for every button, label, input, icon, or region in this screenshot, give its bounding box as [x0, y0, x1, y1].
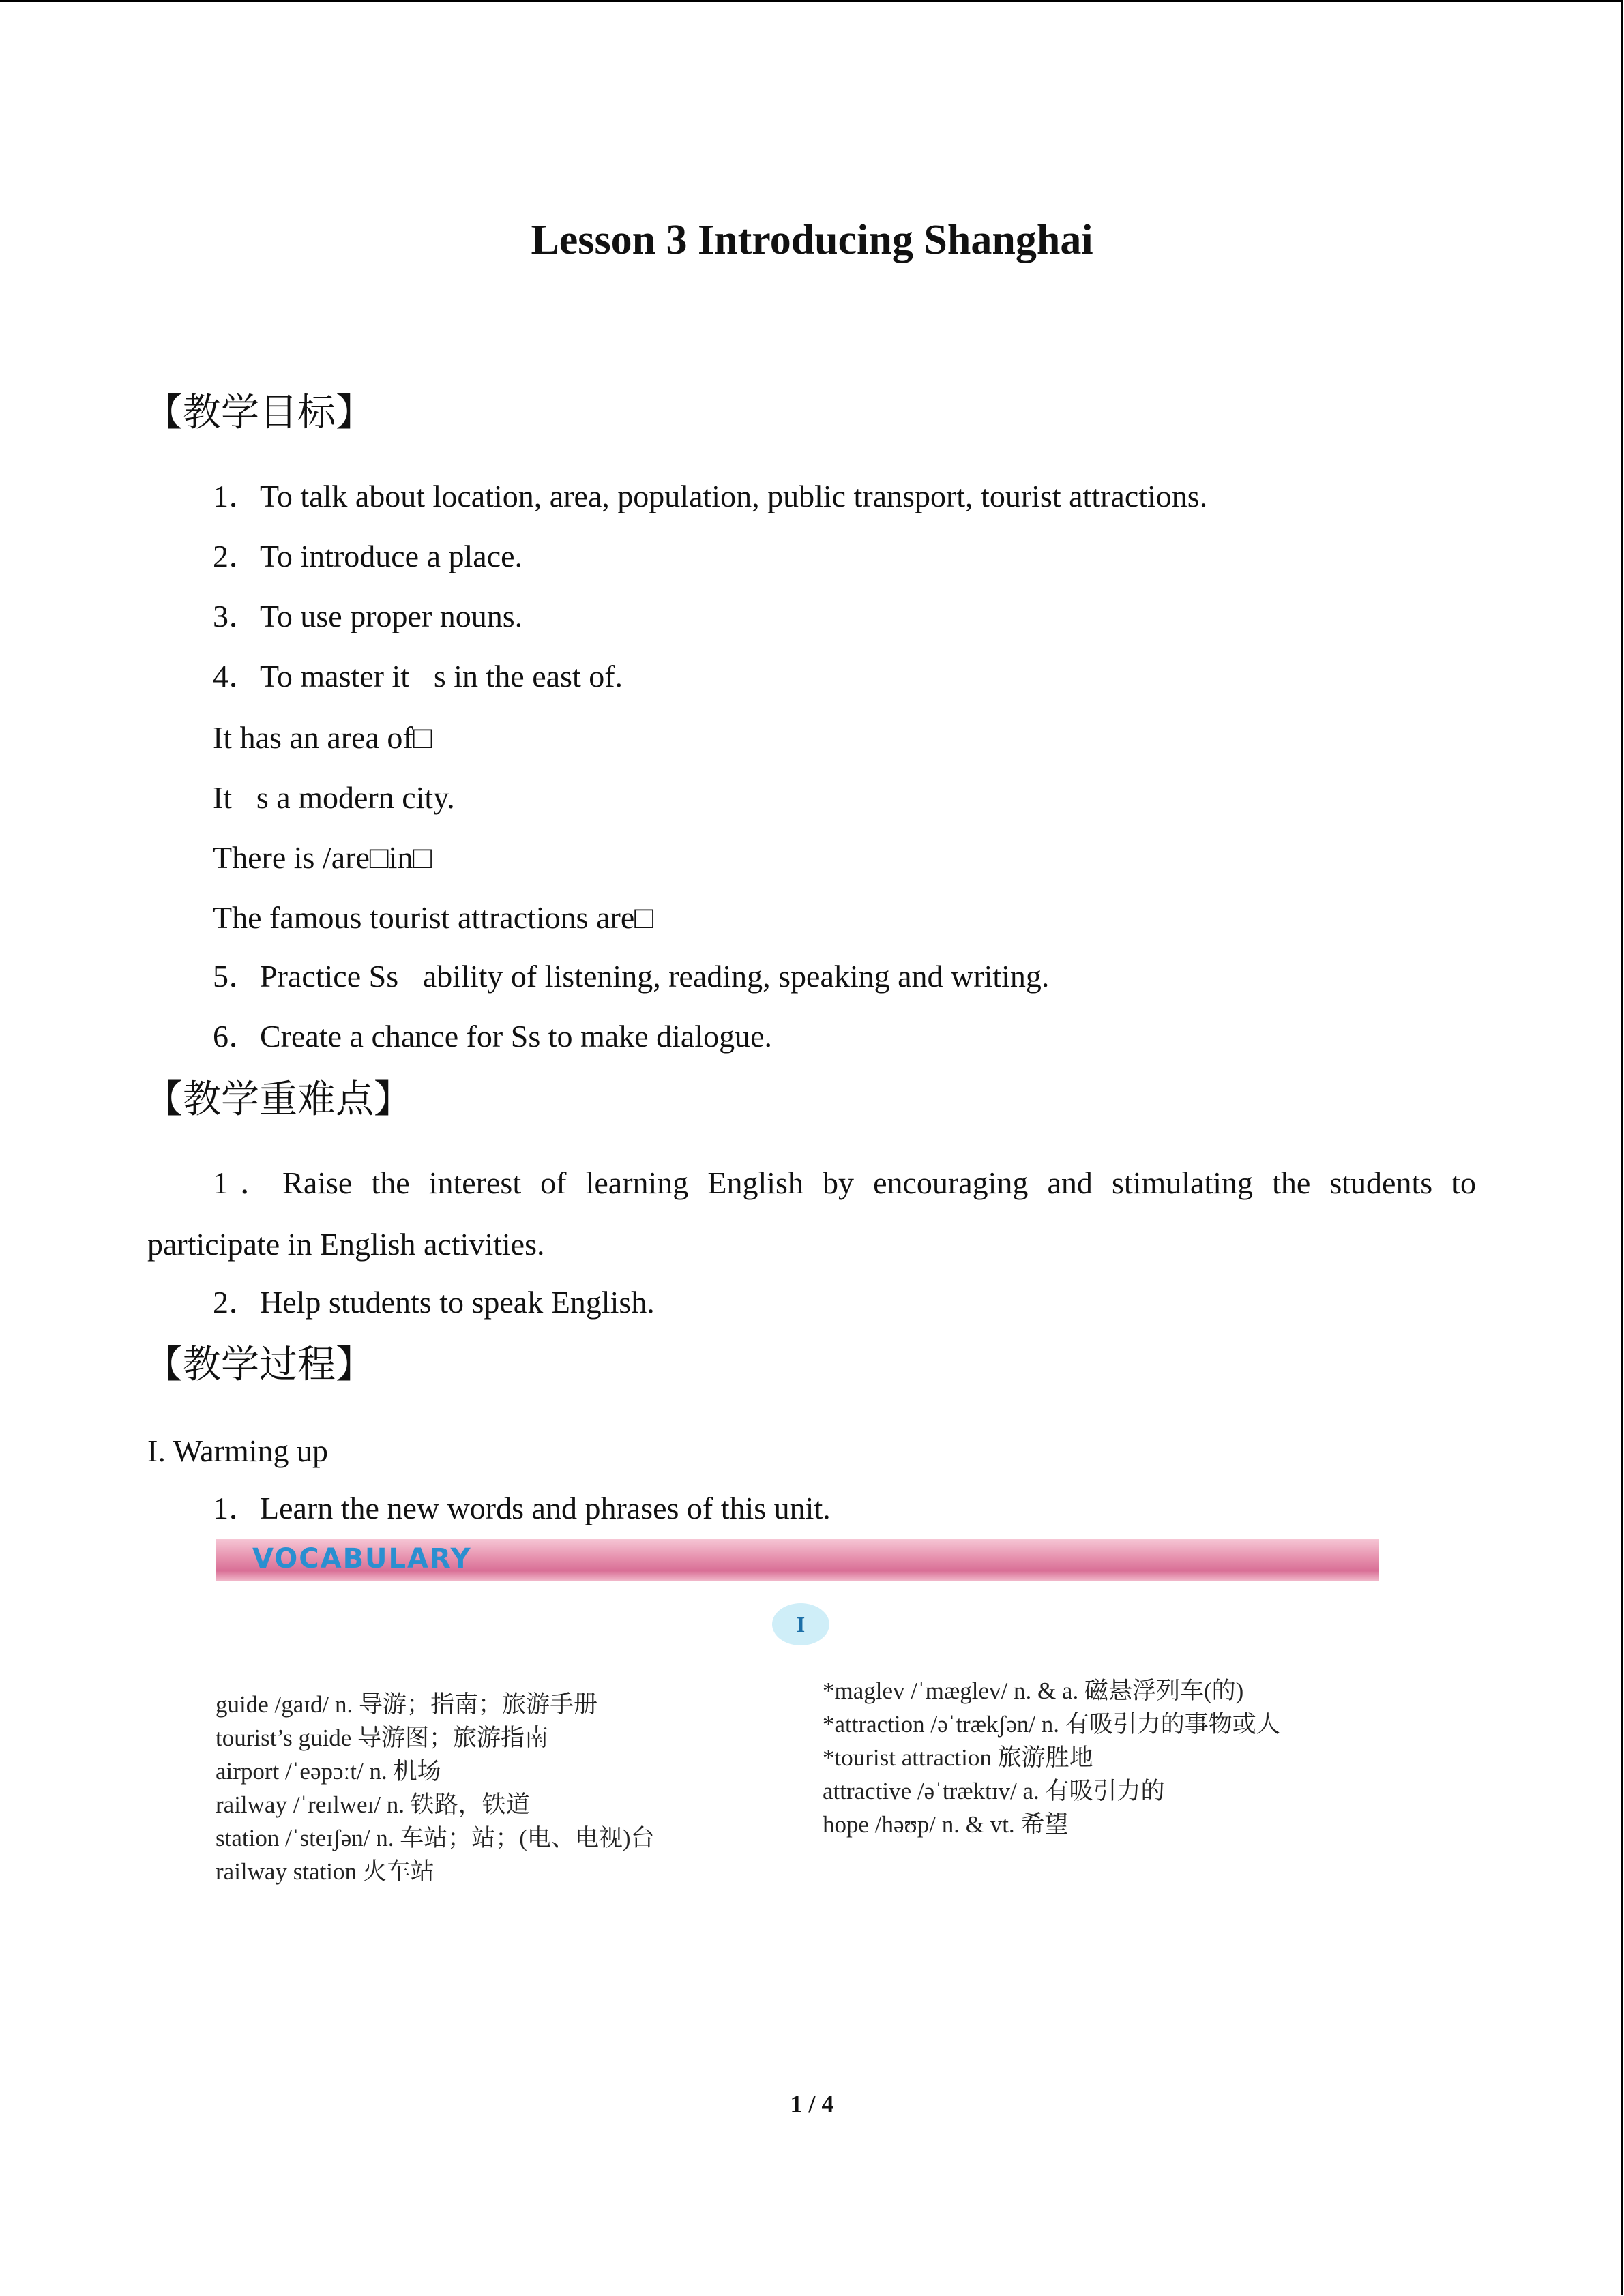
vocabulary-section-badge: I	[772, 1603, 829, 1645]
vocabulary-banner	[216, 1539, 1379, 1581]
objective-item: 3．To use proper nouns.	[213, 599, 523, 633]
objective-subitem: The famous tourist attractions are□	[213, 900, 654, 935]
vocabulary-entry: airport /ˈeəpɔːt/ n. 机场	[216, 1758, 441, 1785]
vocabulary-banner-title: VOCABULARY	[252, 1543, 472, 1575]
section-heading-process: 【教学过程】	[145, 1343, 374, 1387]
objective-item: 6．Create a chance for Ss to make dialogue.	[213, 1019, 773, 1054]
objective-item: 4．To master it s in the east of.	[213, 659, 623, 694]
process-item: 1．Learn the new words and phrases of this unit.	[213, 1491, 831, 1525]
vocabulary-entry: hope /həʊp/ n. & vt. 希望	[823, 1811, 1069, 1838]
page-title: Lesson 3 Introducing Shanghai	[531, 217, 1093, 263]
key-point-continuation: participate in English activities.	[147, 1227, 545, 1262]
objective-subitem: It has an area of□	[213, 720, 432, 755]
section-heading-key-points: 【教学重难点】	[145, 1077, 412, 1122]
vocabulary-right-column	[823, 1674, 1280, 1841]
vocabulary-entry: *attraction /əˈtrækʃən/ n. 有吸引力的事物或人	[823, 1711, 1280, 1738]
objective-subitem: It s a modern city.	[213, 780, 455, 815]
section-heading-objectives: 【教学目标】	[145, 391, 374, 435]
vocabulary-entry: guide /gaɪd/ n. 导游；指南；旅游手册	[216, 1691, 597, 1718]
objective-item: 5．Practice Ss ability of listening, reading, speaking and writing.	[213, 959, 1050, 994]
vocabulary-entry: tourist’s guide 导游图；旅游指南	[216, 1725, 549, 1751]
objective-subitem: There is /are□in□	[213, 840, 432, 875]
vocabulary-entry: station /ˈsteɪʃən/ n. 车站；站；(电、电视)台	[216, 1825, 655, 1851]
process-step-heading: I. Warming up	[147, 1433, 329, 1468]
vocabulary-left-column	[216, 1688, 655, 1888]
page-number: 1 / 4	[790, 2090, 834, 2117]
key-point-item: 1．Raise the interest of learning English by encouraging and stimulating the students to	[213, 1165, 1476, 1200]
vocabulary-entry: railway station 火车站	[216, 1858, 434, 1885]
objective-item: 2．To introduce a place.	[213, 539, 523, 573]
key-point-item: 2．Help students to speak English.	[213, 1285, 655, 1320]
vocabulary-image	[213, 1538, 1381, 1906]
vocabulary-entry: railway /ˈreɪlweɪ/ n. 铁路，铁道	[216, 1791, 530, 1818]
vocabulary-entry: *maglev /ˈmæglev/ n. & a. 磁悬浮列车(的)	[823, 1678, 1244, 1704]
vocabulary-entry: attractive /əˈtræktɪv/ a. 有吸引力的	[823, 1778, 1165, 1804]
vocabulary-entry: *tourist attraction 旅游胜地	[823, 1744, 1093, 1771]
objective-item: 1．To talk about location, area, population, public transport, tourist attractions.	[213, 479, 1208, 513]
